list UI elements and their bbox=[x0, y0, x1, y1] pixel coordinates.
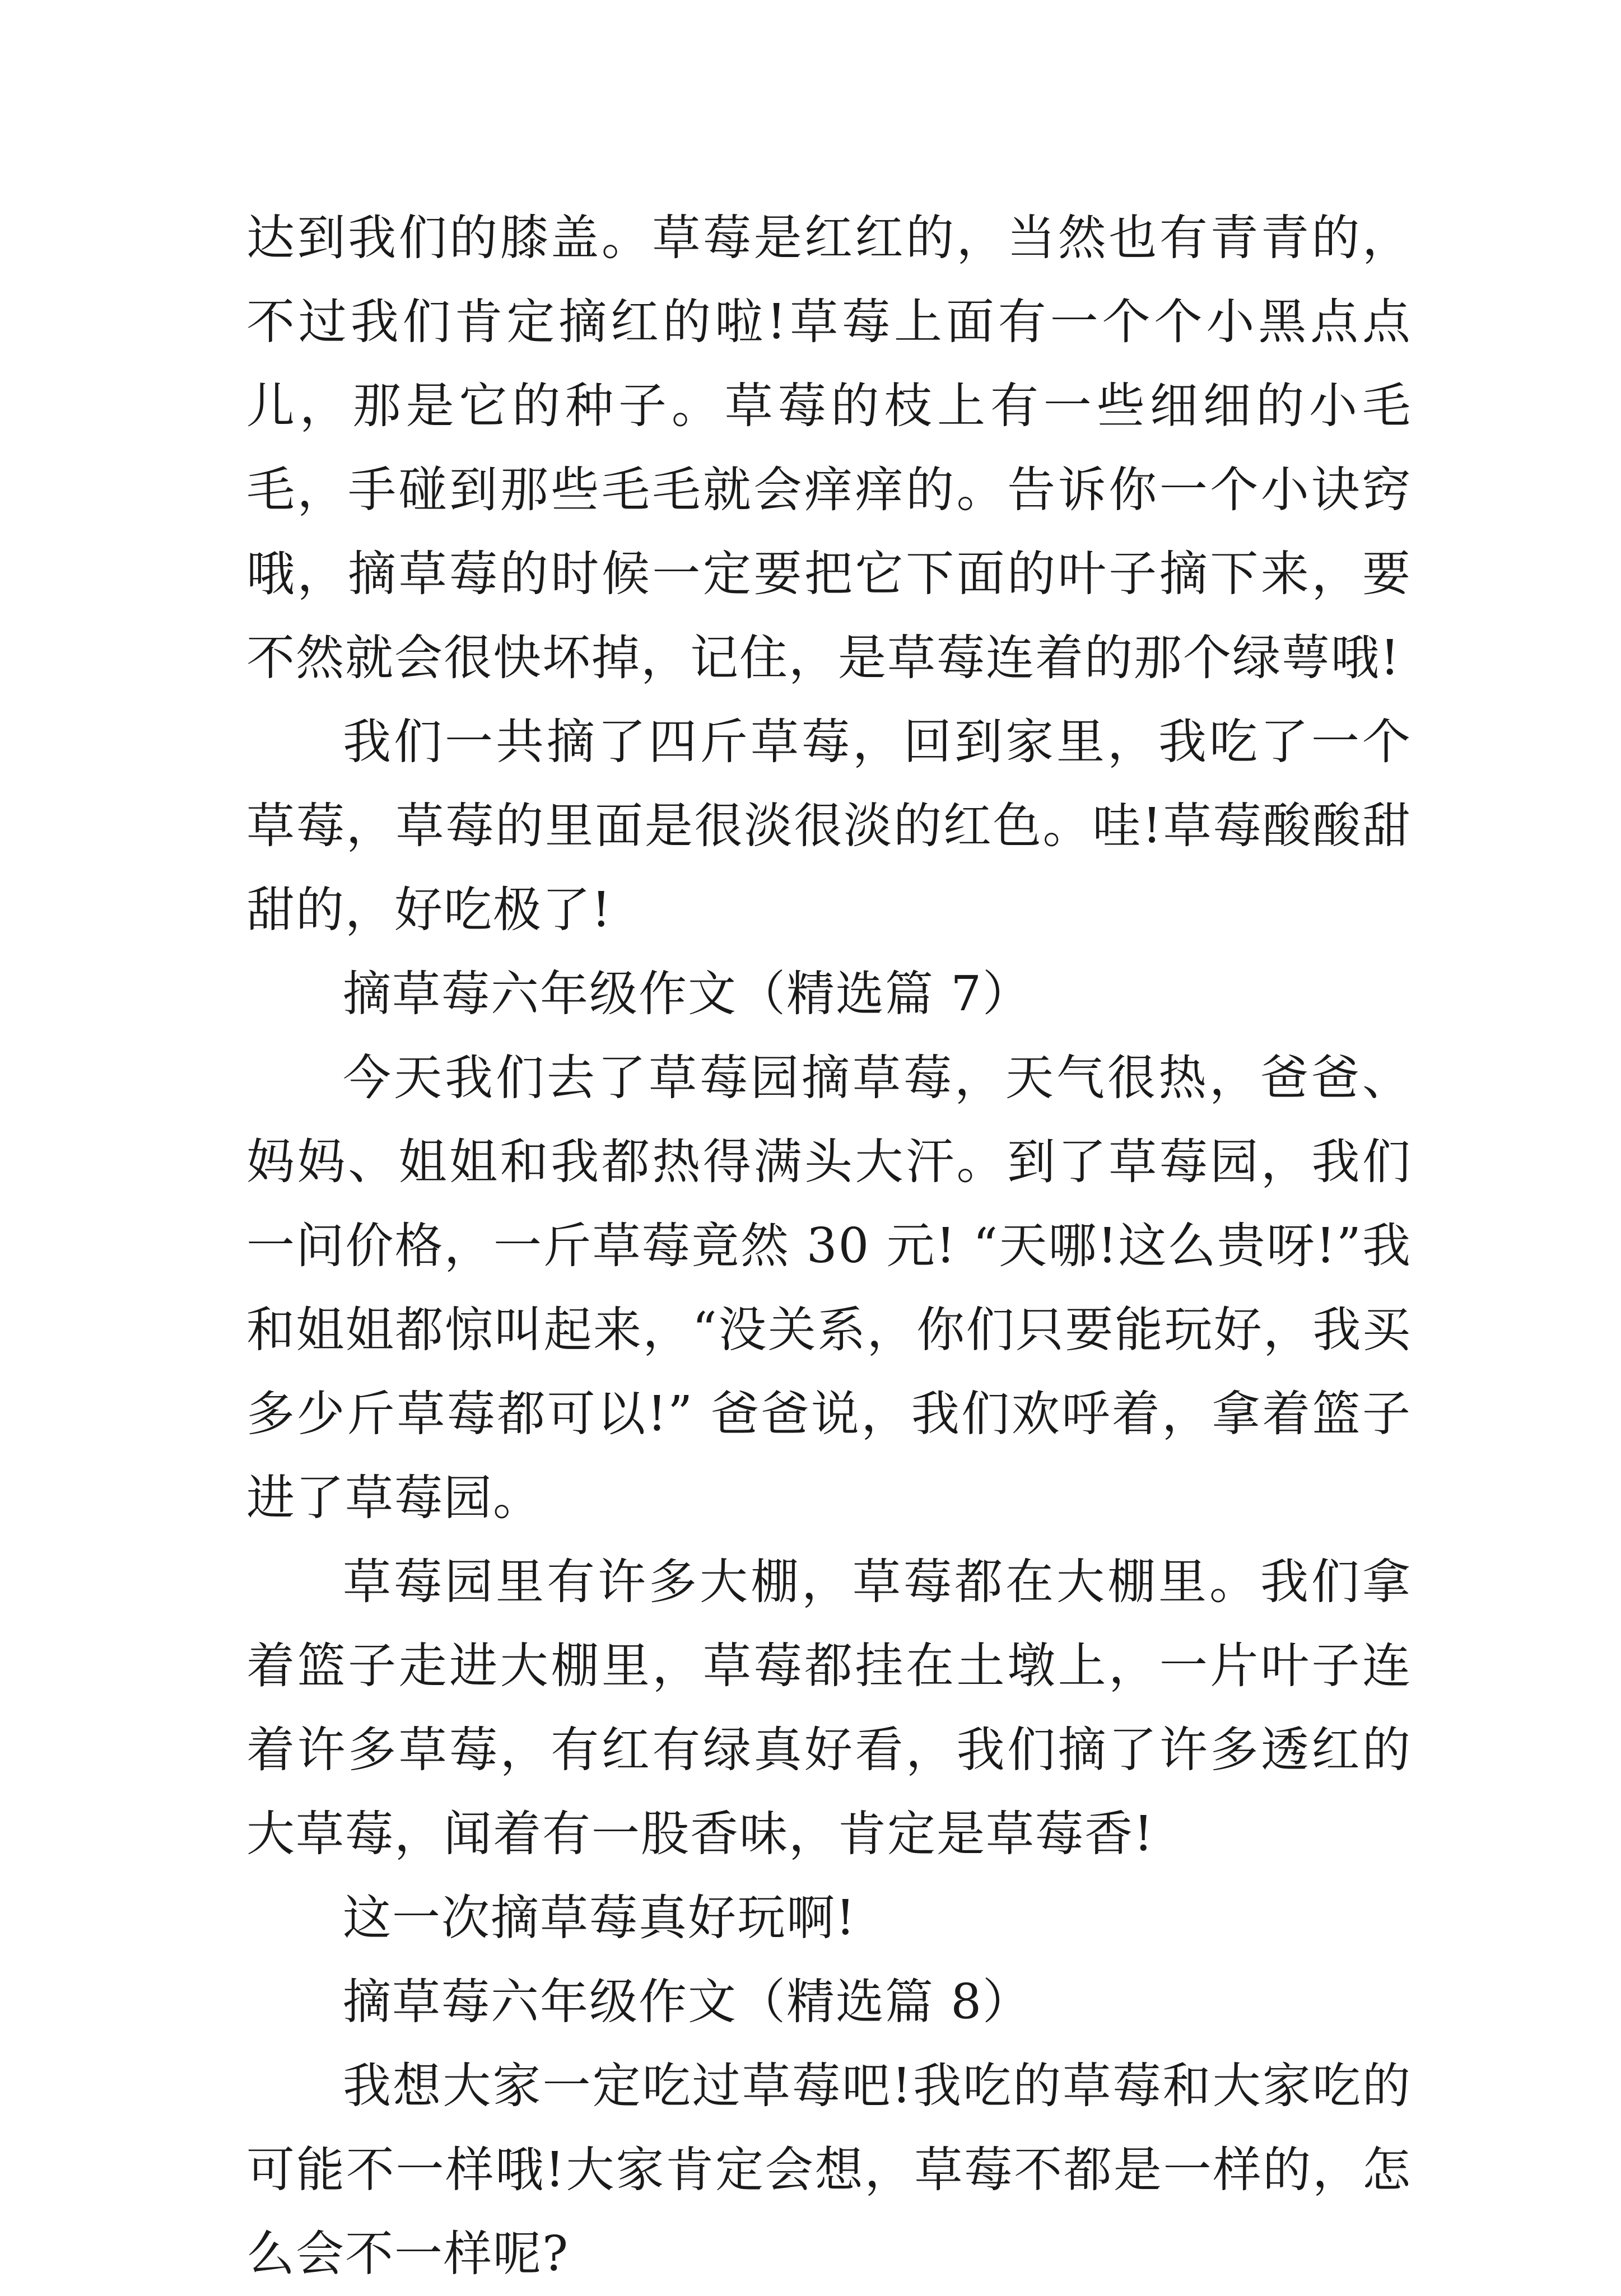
paragraph: 这一次摘草莓真好玩啊! bbox=[343, 1890, 856, 1946]
paragraph: 草莓园里有许多大棚，草莓都在大棚里。我们拿着篮子走进大棚里，草莓都挂在土墩上，一片叶子连着许多草莓，有红有绿真好看，我们摘了许多透红的大草莓，闻着有一股香味，肯定是草莓香! bbox=[246, 1554, 1412, 1862]
section-heading: 摘草莓六年级作文（精选篇 7） bbox=[343, 966, 1032, 1022]
paragraph: 今天我们去了草莓园摘草莓，天气很热，爸爸、妈妈、姐姐和我都热得满头大汗。到了草莓园，我们一问价格，一斤草莓竟然 30 元! “天哪!这么贵呀!”我和姐姐都惊叫起来，“没关系，你们只要能玩好，我买多少斤草莓都可以!” 爸爸说，我们欢呼着，拿着篮子进了草莓园。 bbox=[246, 1050, 1412, 1526]
paragraph: 我想大家一定吃过草莓吧!我吃的草莓和大家吃的可能不一样哦!大家肯定会想，草莓不都是一样的，怎么会不一样呢? bbox=[246, 2058, 1412, 2282]
section-heading: 摘草莓六年级作文（精选篇 8） bbox=[343, 1974, 1032, 2030]
document-body bbox=[246, 196, 1412, 2296]
paragraph-continuation: 达到我们的膝盖。草莓是红红的，当然也有青青的，不过我们肯定摘红的啦!草莓上面有一个个小黑点点儿，那是它的种子。草莓的枝上有一些细细的小毛毛，手碰到那些毛毛就会痒痒的。告诉你一个小诀窍哦，摘草莓的时候一定要把它下面的叶子摘下来，要不然就会很快坏掉，记住，是草莓连着的那个绿萼哦! bbox=[246, 210, 1412, 686]
paragraph: 我们一共摘了四斤草莓，回到家里，我吃了一个草莓，草莓的里面是很淡很淡的红色。哇!草莓酸酸甜甜的，好吃极了! bbox=[246, 714, 1412, 938]
